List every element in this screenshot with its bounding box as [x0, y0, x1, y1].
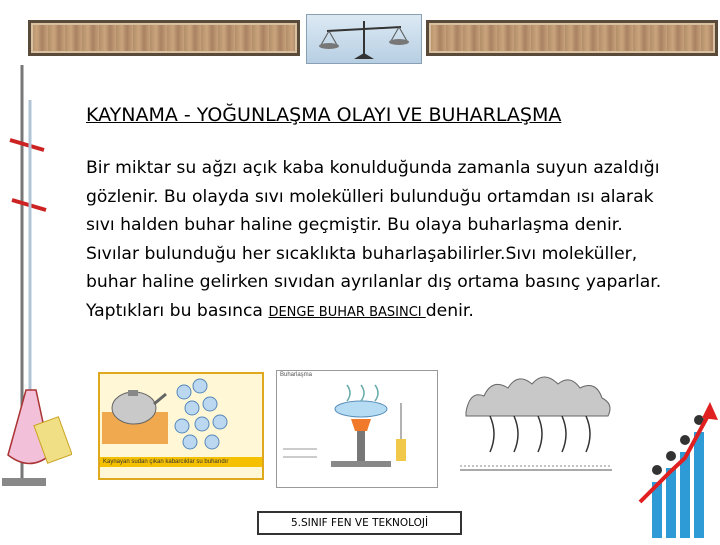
page-title: KAYNAMA - YOĞUNLAŞMA OLAYI VE BUHARLAŞMA	[86, 104, 562, 126]
body-paragraph	[86, 154, 676, 327]
footer-label: 5.SINIF FEN VE TEKNOLOJİ	[257, 511, 462, 535]
header-wood-bar-left	[28, 20, 300, 56]
boiling-kettle-image	[98, 372, 264, 480]
balance-scale-icon	[306, 14, 422, 64]
lab-apparatus-icon	[0, 60, 72, 500]
vapor-pressure-image	[452, 366, 617, 474]
growth-chart-icon	[630, 392, 720, 540]
header-wood-bar-right	[426, 20, 718, 56]
kettle-caption: Kaynayan sudan çıkan kabarcıklar su buharıdır	[100, 457, 262, 467]
body-emphasis: DENGE BUHAR BASINCI	[268, 304, 426, 320]
body-text-end: denir.	[425, 300, 474, 321]
evaporation-diagram-image	[276, 370, 438, 488]
evaporation-diagram-label: Buharlaşma	[280, 372, 313, 378]
body-text-main: Bir miktar su ağzı açık kaba konulduğunda zamanla suyun azaldığı gözlenir. Bu olayda sıvı molekülleri bulunduğu ortamdan ısı alarak sıvı halden buhar haline geçmiştir. Bu olaya buharlaşma denir. Sıvılar bulunduğu her sıcaklıkta buharlaşabilirler.Sıvı moleküller, buhar haline gelirken sıvıdan ayrılanlar dış ortama basınç yaparlar. Yaptıkları bu basınca	[86, 158, 662, 321]
